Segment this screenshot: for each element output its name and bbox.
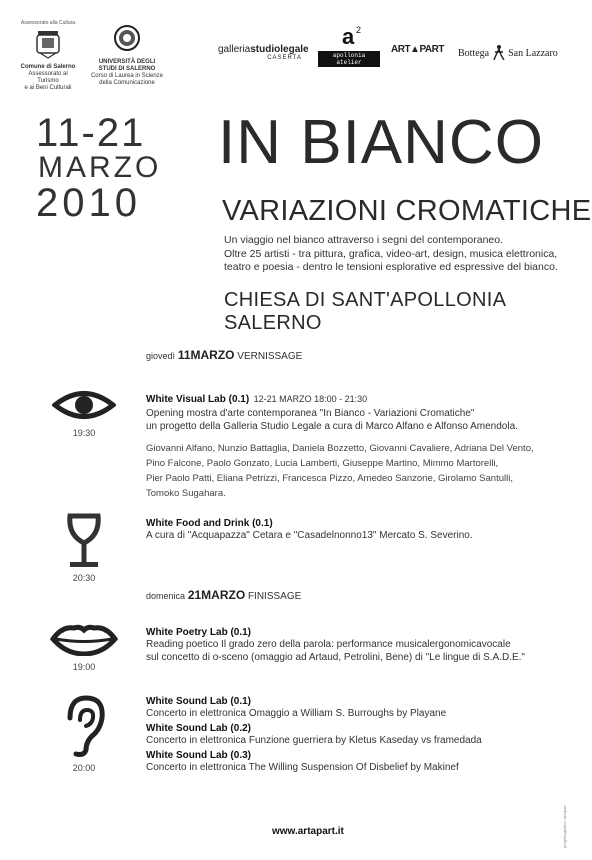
- day1-weekday: giovedì: [146, 351, 176, 361]
- comune-sub1: Assessorato al Turismo: [28, 71, 68, 84]
- university-logo: [88, 24, 166, 87]
- poetry-line2: sul concetto di o-sceno (omaggio ad Artaud, Petrolini, Bene) di "Le lingue di S.A.D.E.": [146, 652, 525, 663]
- food-line1: A cura di "Acquapazza" Cetara e "Casadelnonno13" Mercato S. Severino.: [146, 530, 473, 541]
- day2-label: FINISSAGE: [247, 591, 302, 602]
- visual-title: White Visual Lab (0.1): [146, 394, 250, 405]
- day2-date: 21MARZO: [187, 588, 246, 602]
- comune-crest-icon: [20, 27, 76, 59]
- sound-item-1-title: White Sound Lab (0.1): [146, 696, 251, 707]
- university-seal-icon: [88, 24, 166, 54]
- artists-line-2: Pino Falcone, Paolo Gonzato, Lucia Lamberti, Giuseppe Martino, Mimmo Martorelli,: [146, 458, 499, 469]
- sound-event: [146, 696, 576, 774]
- san-lazzaro-word: San Lazzaro: [508, 48, 558, 59]
- day2-heading: [146, 588, 301, 602]
- bottega-word: Bottega: [458, 48, 490, 59]
- visual-time: 19:30: [72, 428, 96, 438]
- day1-label: VERNISSAGE: [237, 351, 303, 362]
- sound-item-2-text: Concerto in elettronica Funzione guerriera by Kletus Kaseday vs framedada: [146, 735, 482, 746]
- intro-line-3: teatro e poesia - dentro le tensioni esplorative ed espressive del bianco.: [224, 261, 558, 273]
- poetry-time: 19:00: [72, 662, 96, 672]
- date-days: 11-21: [36, 111, 146, 155]
- wine-glass-icon: [66, 513, 102, 569]
- side-credit: progettografico: artapart: [562, 805, 567, 848]
- university-line3: Corso di Laurea in Scienze: [90, 73, 164, 79]
- sound-item-3: [146, 750, 576, 774]
- university-line1: UNIVERSITÀ DEGLI: [98, 59, 156, 65]
- poetry-event: [146, 627, 576, 664]
- food-time: 20:30: [72, 573, 96, 583]
- sound-item-2: [146, 723, 576, 747]
- comune-top-text: Assessorato alla Cultura: [20, 20, 76, 26]
- sound-item-3-text: Concerto in elettronica The Willing Suspension Of Disbelief by Makinef: [146, 762, 459, 773]
- visual-line1: Opening mostra d'arte contemporanea "In Bianco - Variazioni Cromatiche": [146, 408, 475, 419]
- sound-item-1-text: Concerto in elettronica Omaggio a William S. Burroughs by Playane: [146, 708, 447, 719]
- day2-weekday: domenica: [146, 591, 186, 601]
- food-event: [146, 518, 566, 542]
- galleria-word: galleria: [218, 44, 251, 55]
- lips-icon: [50, 622, 118, 656]
- food-title: White Food and Drink (0.1): [146, 518, 273, 529]
- poetry-title: White Poetry Lab (0.1): [146, 627, 252, 638]
- intro-line-2: Oltre 25 artisti - tra pittura, grafica, video-art, design, musica elettronica,: [224, 247, 558, 260]
- svg-text:2: 2: [356, 25, 362, 35]
- apollonia-atelier-logo: [318, 24, 380, 67]
- galleria-studio-legale-logo: [218, 44, 308, 61]
- day1-date: 11MARZO: [177, 348, 235, 362]
- artists-line-4: Tomoko Sugahara.: [146, 488, 226, 499]
- page-title: IN BIANCO: [218, 108, 544, 177]
- galleria-city: CASERTA: [267, 55, 302, 61]
- university-line2: STUDI DI SALERNO: [98, 66, 156, 72]
- intro-text: [224, 234, 584, 275]
- bottega-san-lazzaro-logo: [458, 44, 558, 60]
- svg-text:a: a: [342, 24, 355, 46]
- date-month: MARZO: [38, 151, 162, 184]
- university-line4: della Comunicazione: [99, 80, 155, 86]
- figure-icon: [492, 44, 506, 60]
- footer-url[interactable]: www.artapart.it: [272, 826, 344, 837]
- ear-icon: [60, 694, 108, 758]
- visual-dates: 12-21 MARZO 18:00 - 21:30: [253, 394, 368, 404]
- artapart-logo: ART▲PART: [391, 44, 444, 55]
- artists-line-1: Giovanni Alfano, Nunzio Battaglia, Daniela Bozzetto, Giovanni Cavaliere, Adriana Del Vento,: [146, 443, 534, 454]
- a-squared-icon: [334, 24, 364, 46]
- artists-list: [146, 441, 566, 501]
- comune-name: Comune di Salerno: [20, 64, 76, 70]
- comune-logo: [20, 20, 76, 92]
- sound-time: 20:00: [72, 763, 96, 773]
- artists-line-3: Pier Paolo Patti, Eliana Petrizzi, Francesca Pizzo, Amedeo Sanzone, Girolamo Santulli,: [146, 473, 513, 484]
- studiolegale-word: studiolegale: [250, 44, 309, 55]
- date-year: 2010: [36, 181, 141, 225]
- venue-title: CHIESA DI SANT'APOLLONIA SALERNO: [224, 289, 506, 334]
- sound-item-1: [146, 696, 576, 720]
- sound-item-3-title: White Sound Lab (0.3): [146, 750, 251, 761]
- visual-event: [146, 389, 566, 501]
- intro-line-1: Un viaggio nel bianco attraverso i segni del contemporaneo.: [224, 234, 504, 246]
- visual-line2: un progetto della Galleria Studio Legale a cura di Marco Alfano e Alfonso Amendola.: [146, 421, 518, 432]
- day1-heading: [146, 348, 302, 362]
- poetry-line1: Reading poetico Il grado zero della parola: performance musicalergonomicavocale: [146, 639, 511, 650]
- page-subtitle: VARIAZIONI CROMATICHE: [222, 195, 592, 227]
- eye-icon: [52, 388, 116, 422]
- apollonia-label: apollonia atelier: [318, 51, 380, 67]
- comune-sub2: e ai Beni Culturali: [24, 85, 72, 91]
- sound-item-2-title: White Sound Lab (0.2): [146, 723, 251, 734]
